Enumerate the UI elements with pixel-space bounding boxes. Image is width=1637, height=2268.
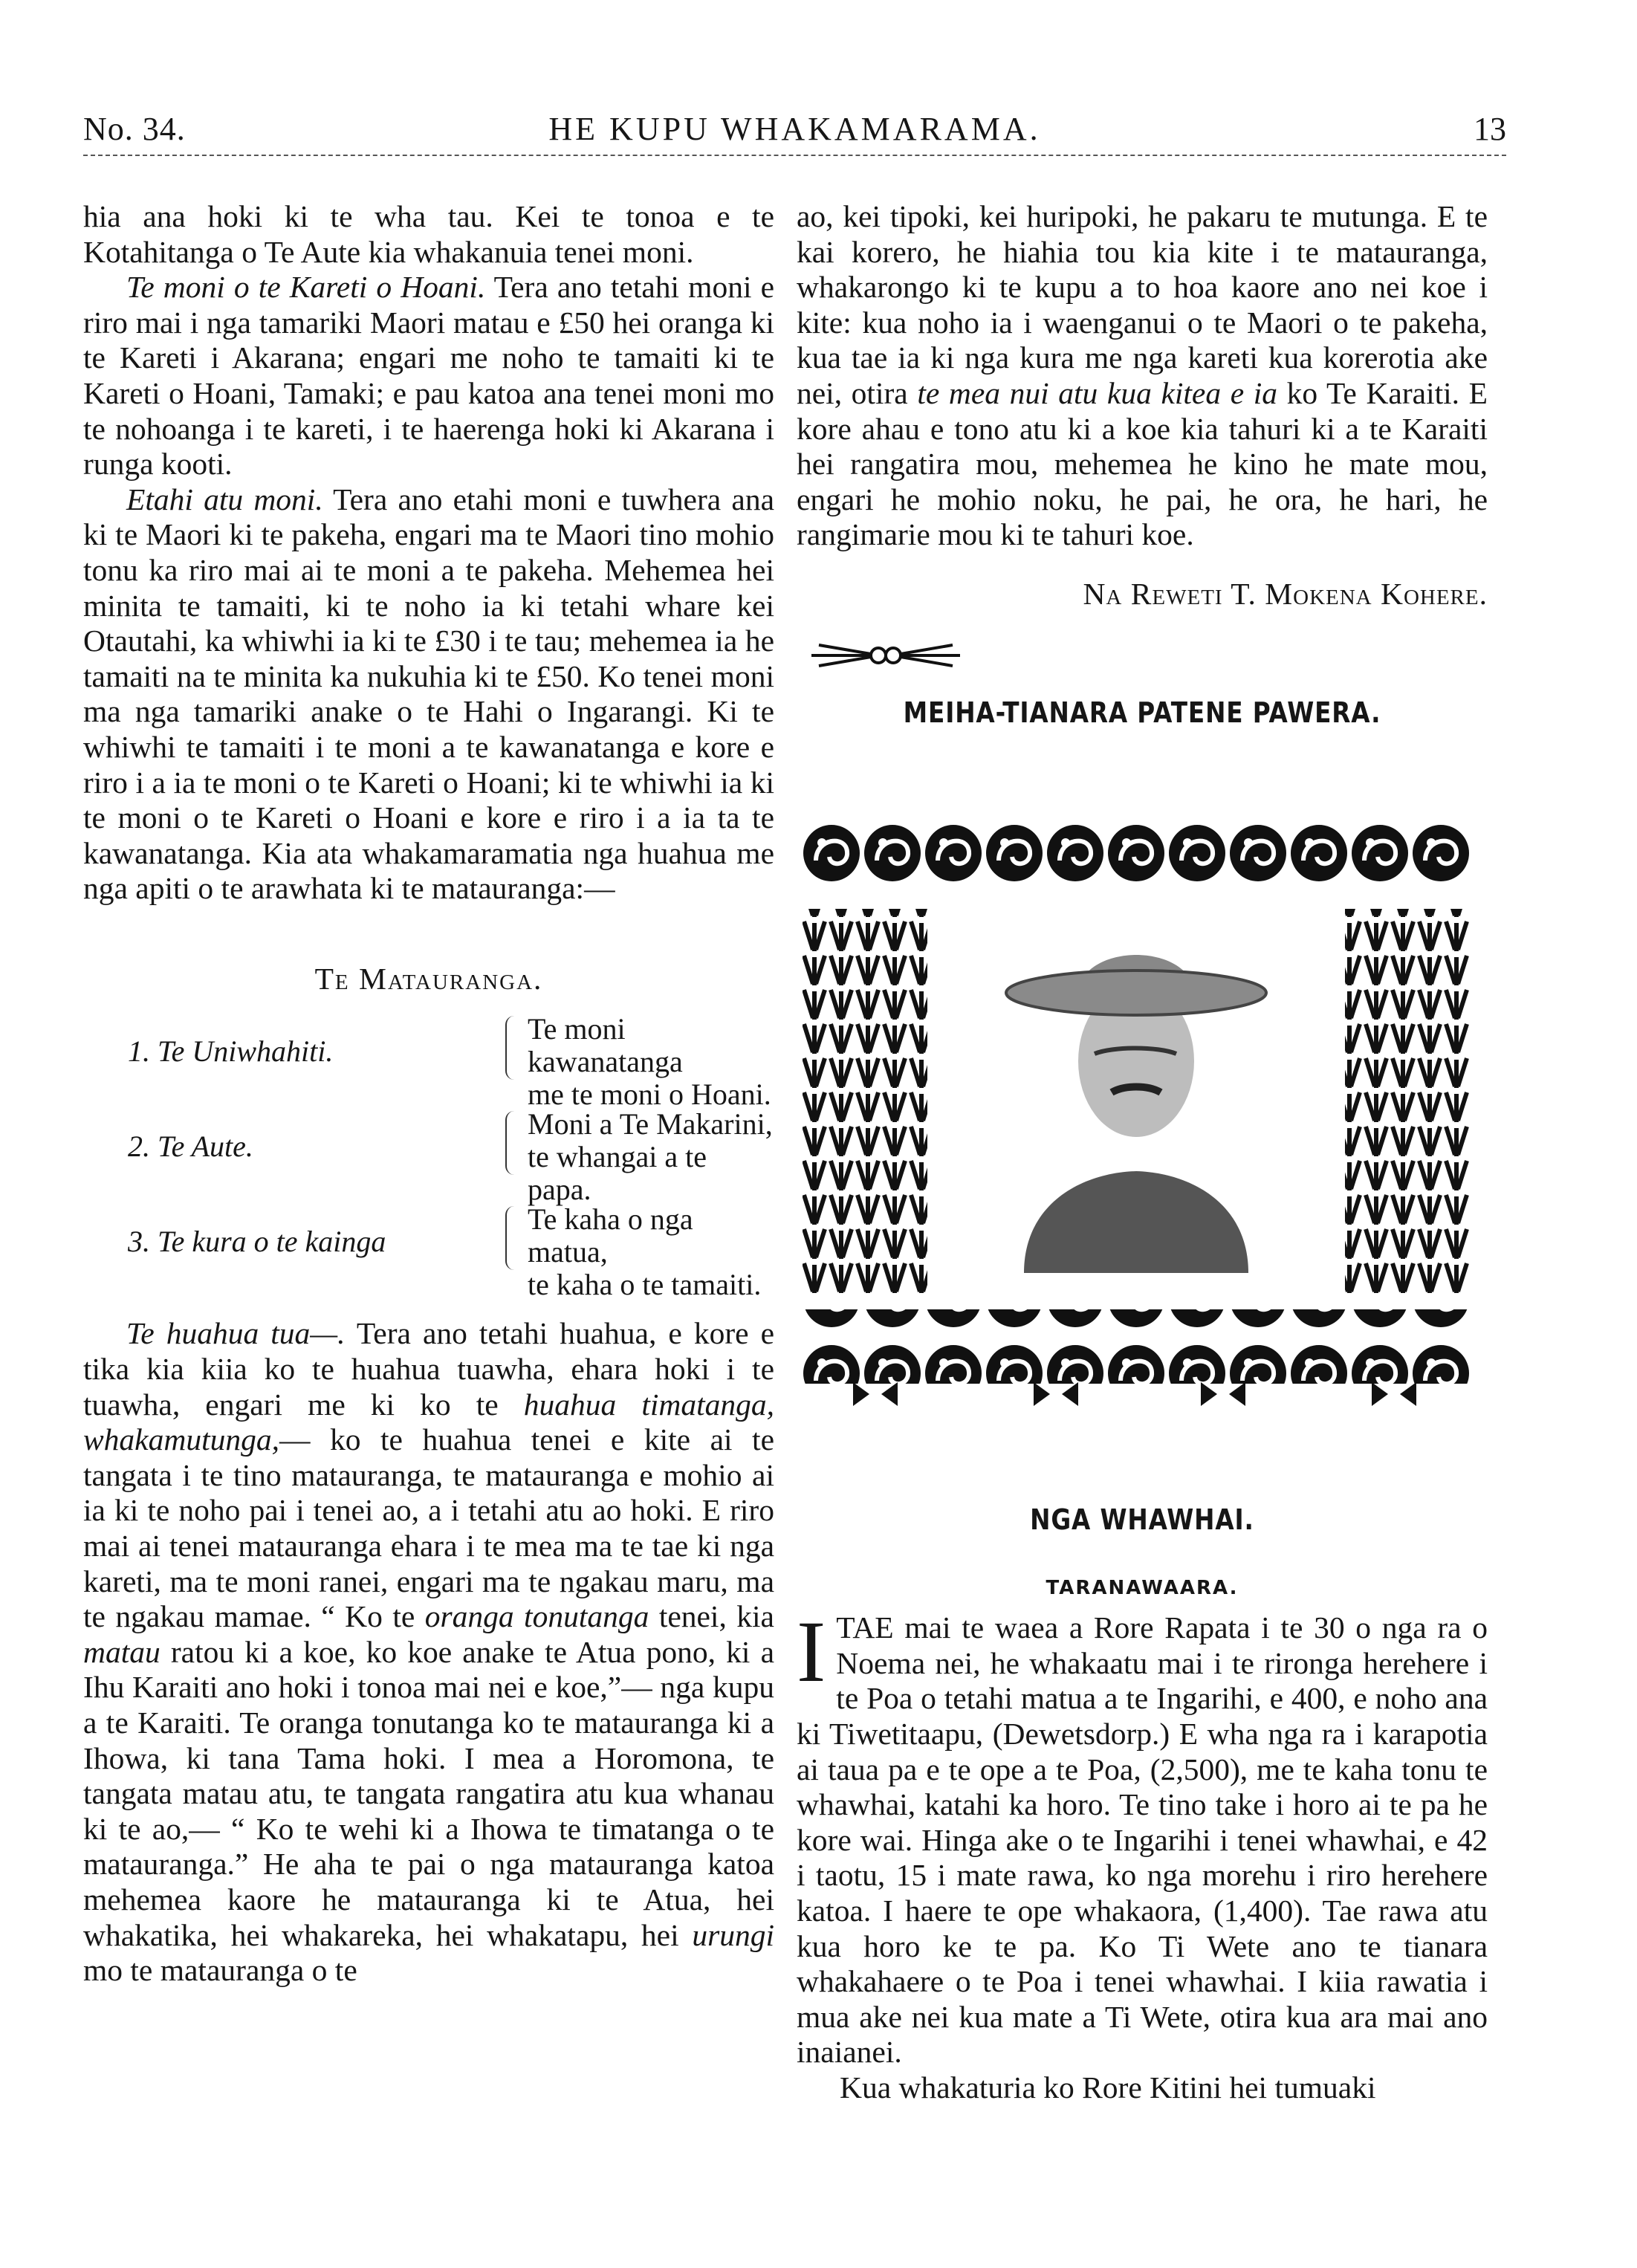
paragraph-text: ratou ki a koe, ko koe anake te Atua pono, ki a Ihu Karaiti ano hoki i tonoa mai nei e koe,”— nga kupu a te Karaiti. Te oranga tonutanga ko te matauranga ki a Ihowa, ki tana Tama hoki. I mea a Horomona, te tangata matau atu, te tangata rangatira atu kua whanau ki te ao,— “ Ko te wehi ki a Ihowa te timatanga o te matauranga.” He aha te pai o nga matauranga katoa mehemea kaore he matauranga ki te Atua, hei whakatika, hei whakareka, hei whakatapu, hei bbox=[83, 1634, 774, 1952]
scroll-border-top bbox=[801, 816, 1471, 890]
scroll-border-bottom bbox=[801, 1309, 1471, 1384]
portrait-photo bbox=[988, 913, 1285, 1284]
subsection-heading: TARANAWAARA. bbox=[1046, 1576, 1239, 1599]
table-row bbox=[83, 1107, 774, 1207]
header-rule bbox=[83, 155, 1506, 156]
italic-text: urungi bbox=[692, 1917, 774, 1952]
italic-text: oranga tonutanga bbox=[424, 1599, 649, 1634]
paragraph-text: hia ana hoki ki te wha tau. Kei te tonoa e te Kotahitanga o Te Aute kia whakanuia tenei moni. bbox=[83, 199, 774, 269]
paragraph bbox=[797, 199, 1488, 553]
section-heading: MEIHA-TIANARA PATENE PAWERA. bbox=[903, 696, 1381, 730]
running-header bbox=[83, 110, 1506, 159]
paragraph-text: mo te matauranga o te bbox=[83, 1953, 357, 1988]
education-table bbox=[83, 1012, 774, 1302]
issue-number: No. 34. bbox=[83, 111, 186, 147]
paragraph-title: Te huahua tua—. bbox=[126, 1316, 346, 1351]
war-news-section bbox=[797, 1503, 1488, 2106]
paragraph bbox=[797, 1603, 1488, 2070]
row-desc bbox=[528, 1013, 774, 1111]
leaf-border-left bbox=[803, 909, 927, 1295]
row-desc-line: Moni a Te Makarini, bbox=[528, 1107, 773, 1141]
paragraph-text: Kua whakaturia ko Rore Kitini hei tumuaki bbox=[840, 2070, 1376, 2105]
paragraph bbox=[83, 199, 774, 270]
paragraph-text: Tera ano etahi moni e tuwhera ana ki te Maori ki te pakeha, engari ma te Maori tino mohio tonu ka riro mai ai te moni a te pakeha. Mehemea hei minita te tamaiti, ki te noho ia ki tetahi whare kei Otautahi, ka whiwhi ia ki te £30 i te tau; mehemea ia he tamaiti na te minita ka nukuhia ki te £50. Ko tenei moni ma nga tamariki anake o te Hahi o Ingarangi. Ki te whiwhi te tamaiti i te moni a te kawanatanga e kore e riro i a ia te moni o te Kareti o Hoani; ki te whiwhi ia ki te moni o te Kareti o Hoani e kore e riro i a ia ta te kawanatanga. Kia ata whakamaramatia nga huahua me nga apiti o te arawhata ki te matauranga:— bbox=[83, 482, 774, 906]
brace bbox=[505, 1016, 517, 1080]
row-label-text: 2. Te Aute. bbox=[128, 1130, 253, 1164]
row-label bbox=[128, 1129, 253, 1164]
italic-text: huahua timatanga, whakamutunga, bbox=[83, 1387, 775, 1457]
table-heading: Te Matauranga. bbox=[314, 961, 543, 996]
row-desc-line: te kaha o te tamaiti. bbox=[528, 1268, 762, 1302]
row-desc-line: te whangai a te papa. bbox=[528, 1140, 707, 1207]
portrait-frame bbox=[801, 816, 1471, 1407]
paragraph-text: Tera ano tetahi huahua, e kore e tika kia kiia ko te huahua tuawha, ehara hoki i te tuawha, engari me ki ko te bbox=[83, 1316, 774, 1422]
page-number: 13 bbox=[1474, 111, 1506, 147]
paragraph bbox=[83, 482, 774, 907]
paragraph bbox=[83, 1316, 774, 1988]
table-row bbox=[83, 1202, 774, 1302]
row-desc-line: Te kaha o nga matua, bbox=[528, 1202, 693, 1269]
paragraph-text: ko Te Karaiti. E kore ahau e tono atu ki a koe kia tahuri ki a te Karaiti hei rangatira mou, mehemea he kino he mate mou, engari he mohio noku, he pai, he ora, he hari, he rangimarie mou ki te tahuri koe. bbox=[797, 375, 1488, 552]
ornament-divider bbox=[797, 635, 975, 676]
row-label bbox=[128, 1224, 386, 1260]
italic-text: matau bbox=[83, 1634, 161, 1669]
brace bbox=[505, 1111, 517, 1175]
paragraph bbox=[83, 270, 774, 482]
right-column bbox=[797, 199, 1488, 731]
drop-cap: I bbox=[797, 1603, 826, 1701]
leaf-border-right bbox=[1345, 909, 1470, 1295]
paragraph-title: Etahi atu moni. bbox=[126, 482, 323, 516]
italic-text: te mea nui atu kua kitea e ia bbox=[917, 375, 1278, 410]
table-row bbox=[83, 1012, 774, 1112]
left-column bbox=[83, 199, 774, 1989]
row-desc bbox=[528, 1203, 774, 1301]
paragraph-text: tenei, kia bbox=[649, 1599, 774, 1634]
section-heading: NGA WHAWHAI. bbox=[1030, 1503, 1254, 1536]
row-label-text: 1. Te Uniwhahiti. bbox=[128, 1034, 334, 1069]
running-title: HE KUPU WHAKAMARAMA. bbox=[548, 111, 1041, 147]
brace bbox=[505, 1206, 517, 1270]
signature: Na Reweti T. Mokena Kohere. bbox=[1083, 576, 1488, 611]
row-desc bbox=[528, 1108, 774, 1206]
paragraph-title: Te moni o te Kareti o Hoani. bbox=[126, 270, 486, 305]
row-desc-line: Te moni kawanatanga bbox=[528, 1012, 683, 1079]
row-desc-line: me te moni o Hoani. bbox=[528, 1078, 771, 1112]
paragraph-text: — ko te huahua tenei e kite ai te tangata i te tino matauranga, te matauranga e mohio ai ia ki te noho pai i tenei ao, a i tetahi atu ao hoki. E riro mai ai tenei matauranga ehara i te mea ma te tae ki nga kareti, ma te moni ranei, engari ma te ngakau maru, ma te ngakau mamae. “ Ko te bbox=[83, 1422, 774, 1634]
row-label-text: 3. Te kura o te kainga bbox=[128, 1225, 386, 1259]
butterfly-ornaments bbox=[853, 1382, 1416, 1406]
paragraph-text: Tera ano tetahi moni e riro mai i nga tamariki Maori matau e £50 hei oranga ki te Kareti i Akarana; engari me noho te tamaiti ki te Kareti o Hoani, Tamaki; e pau katoa ana tenei moni mo te nohoanga i te kareti, i te haerenga hoki ki Akarana i runga kooti. bbox=[83, 270, 774, 482]
paragraph-text: ao, kei tipoki, kei huripoki, he pakaru te mutunga. E te kai korero, he hiahia tou kia kite i te matauranga, whakarongo ki te kupu a to hoa kaore ano nei koe i kite: kua noho ia i waenganui o te Maori o te pakeha, kua tae ia ki nga kura me nga kareti kua korerotia ake nei, otira bbox=[797, 199, 1488, 410]
paragraph-text: TAE mai te waea a Rore Rapata i te 30 o nga ra o Noema nei, he whakaatu mai i te rironga herehere i te Poa o tetahi matua a te Ingarihi, e 400, e noho ana ki Tiwetitaapu, (Dewetsdorp.) E wha nga ra i karapotia ai taua pa e te ope a te Poa, (2,500), me te kaha tonu te whawhai, katahi ka horo. Te tino take i horo ai te pa he kore wai. Hinga ake o te Ingarihi i tenei whawhai, e 42 i taotu, 15 i mate rawa, ko nga morehu i riro herehere katoa. I haere te ope whakaora, (1,400). Tae rawa atu kua horo ke te pa. Ko Ti Wete ano te tianara whakahaere o te Poa i tenei whawhai. I kiia rawatia i mua ake nei kua mate a Ti Wete, otira kua ara mai ano inaianei. bbox=[797, 1610, 1488, 2070]
row-label bbox=[128, 1034, 333, 1069]
paragraph bbox=[797, 2070, 1488, 2106]
